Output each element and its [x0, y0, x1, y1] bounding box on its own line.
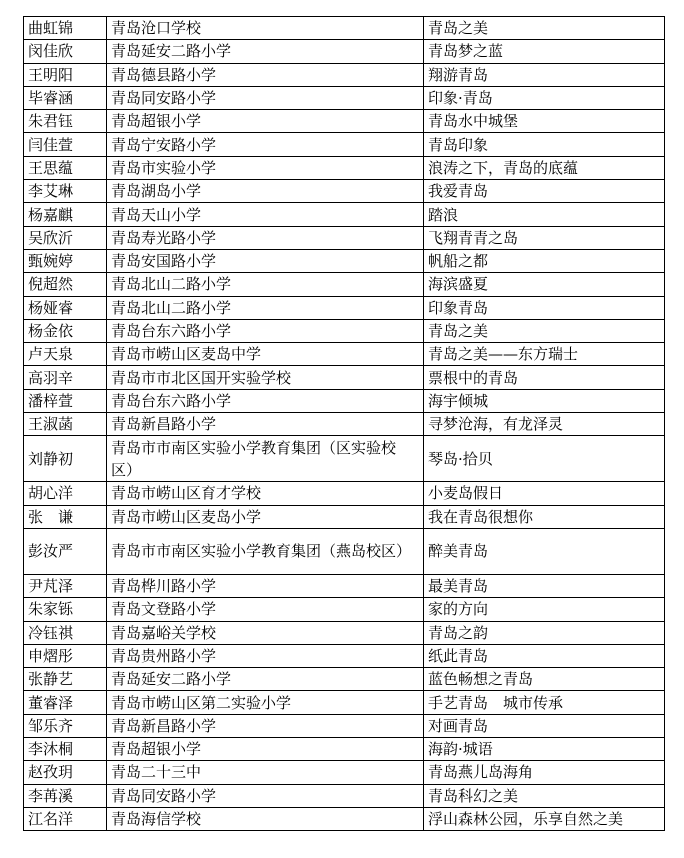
school-cell: 青岛海信学校: [107, 807, 424, 830]
student-name-cell: 胡心洋: [24, 482, 107, 505]
student-name-cell: 李沐桐: [24, 738, 107, 761]
artwork-title-cell: 纸此青岛: [424, 644, 665, 667]
table-row: [24, 482, 665, 505]
student-name-cell: 潘梓萱: [24, 389, 107, 412]
student-name-cell: 尹芃泽: [24, 574, 107, 597]
school-cell: 青岛宁安路小学: [107, 133, 424, 156]
student-name-cell: 卢天泉: [24, 343, 107, 366]
table-row: [24, 574, 665, 597]
artwork-title-cell: 印象·青岛: [424, 86, 665, 109]
table-row: [24, 319, 665, 342]
artwork-title-cell: 对画青岛: [424, 714, 665, 737]
table-row: [24, 343, 665, 366]
student-name-cell: 朱君钰: [24, 110, 107, 133]
artwork-title-cell: 浪涛之下，青岛的底蕴: [424, 156, 665, 179]
table-row: [24, 249, 665, 272]
school-cell: 青岛市实验小学: [107, 156, 424, 179]
school-cell: 青岛同安路小学: [107, 86, 424, 109]
school-cell: 青岛市崂山区麦岛中学: [107, 343, 424, 366]
artwork-title-cell: 手艺青岛 城市传承: [424, 691, 665, 714]
artwork-title-cell: 青岛之美——东方瑞士: [424, 343, 665, 366]
table-row: [24, 63, 665, 86]
artwork-title-cell: 青岛科幻之美: [424, 784, 665, 807]
artwork-title-cell: 青岛印象: [424, 133, 665, 156]
award-list-table: [23, 16, 665, 831]
school-cell: 青岛贵州路小学: [107, 644, 424, 667]
table-row: [24, 738, 665, 761]
artwork-title-cell: 青岛之美: [424, 17, 665, 40]
school-cell: 青岛文登路小学: [107, 598, 424, 621]
student-name-cell: 王思蕴: [24, 156, 107, 179]
school-cell: 青岛湖岛小学: [107, 180, 424, 203]
table-row: [24, 505, 665, 528]
student-name-cell: 彭汝严: [24, 528, 107, 574]
table-row: [24, 226, 665, 249]
table-row: [24, 691, 665, 714]
school-cell: 青岛市市南区实验小学教育集团（燕岛校区）: [107, 528, 424, 574]
student-name-cell: 王明阳: [24, 63, 107, 86]
school-cell: 青岛沧口学校: [107, 17, 424, 40]
table-row: [24, 598, 665, 621]
school-cell: 青岛二十三中: [107, 761, 424, 784]
student-name-cell: 赵孜玥: [24, 761, 107, 784]
table-row: [24, 761, 665, 784]
table-row: [24, 40, 665, 63]
school-cell: 青岛新昌路小学: [107, 714, 424, 737]
student-name-cell: 闵佳欣: [24, 40, 107, 63]
student-name-cell: 倪超然: [24, 273, 107, 296]
artwork-title-cell: 我爱青岛: [424, 180, 665, 203]
school-cell: 青岛北山二路小学: [107, 273, 424, 296]
table-row: [24, 784, 665, 807]
student-name-cell: 江名洋: [24, 807, 107, 830]
student-name-cell: 邹乐齐: [24, 714, 107, 737]
artwork-title-cell: 浮山森林公园，乐享自然之美: [424, 807, 665, 830]
student-name-cell: 吴欣沂: [24, 226, 107, 249]
student-name-cell: 李苒溪: [24, 784, 107, 807]
artwork-title-cell: 青岛之美: [424, 319, 665, 342]
school-cell: 青岛同安路小学: [107, 784, 424, 807]
table-row: [24, 156, 665, 179]
artwork-title-cell: 蓝色畅想之青岛: [424, 668, 665, 691]
school-cell: 青岛市崂山区育才学校: [107, 482, 424, 505]
school-cell: 青岛台东六路小学: [107, 389, 424, 412]
table-row: [24, 528, 665, 574]
artwork-title-cell: 踏浪: [424, 203, 665, 226]
table-row: [24, 807, 665, 830]
artwork-title-cell: 青岛之韵: [424, 621, 665, 644]
student-name-cell: 甄婉婷: [24, 249, 107, 272]
table-row: [24, 133, 665, 156]
student-name-cell: 申熠彤: [24, 644, 107, 667]
artwork-title-cell: 醉美青岛: [424, 528, 665, 574]
school-cell: 青岛桦川路小学: [107, 574, 424, 597]
table-body: [24, 17, 665, 831]
school-cell: 青岛市崂山区麦岛小学: [107, 505, 424, 528]
artwork-title-cell: 青岛梦之蓝: [424, 40, 665, 63]
table-row: [24, 273, 665, 296]
school-cell: 青岛嘉峪关学校: [107, 621, 424, 644]
student-name-cell: 闫佳萱: [24, 133, 107, 156]
student-name-cell: 毕睿涵: [24, 86, 107, 109]
table-row: [24, 203, 665, 226]
school-cell: 青岛超银小学: [107, 110, 424, 133]
artwork-title-cell: 青岛水中城堡: [424, 110, 665, 133]
artwork-title-cell: 家的方向: [424, 598, 665, 621]
table-row: [24, 366, 665, 389]
school-cell: 青岛天山小学: [107, 203, 424, 226]
school-cell: 青岛安国路小学: [107, 249, 424, 272]
artwork-title-cell: 小麦岛假日: [424, 482, 665, 505]
student-name-cell: 高羽辛: [24, 366, 107, 389]
student-name-cell: 杨娅睿: [24, 296, 107, 319]
table-row: [24, 436, 665, 482]
table-row: [24, 17, 665, 40]
student-name-cell: 李艾琳: [24, 180, 107, 203]
school-cell: 青岛新昌路小学: [107, 413, 424, 436]
artwork-title-cell: 青岛燕儿岛海角: [424, 761, 665, 784]
school-cell: 青岛延安二路小学: [107, 40, 424, 63]
artwork-title-cell: 翔游青岛: [424, 63, 665, 86]
school-cell: 青岛台东六路小学: [107, 319, 424, 342]
table-row: [24, 389, 665, 412]
artwork-title-cell: 最美青岛: [424, 574, 665, 597]
table-row: [24, 110, 665, 133]
table-row: [24, 86, 665, 109]
artwork-title-cell: 飞翔青青之岛: [424, 226, 665, 249]
student-name-cell: 曲虹锦: [24, 17, 107, 40]
table-row: [24, 180, 665, 203]
student-name-cell: 王淑菡: [24, 413, 107, 436]
student-name-cell: 董睿泽: [24, 691, 107, 714]
artwork-title-cell: 琴岛·拾贝: [424, 436, 665, 482]
artwork-title-cell: 印象青岛: [424, 296, 665, 319]
student-name-cell: 杨嘉麒: [24, 203, 107, 226]
table-row: [24, 296, 665, 319]
school-cell: 青岛市崂山区第二实验小学: [107, 691, 424, 714]
artwork-title-cell: 寻梦沧海，有龙泽灵: [424, 413, 665, 436]
artwork-title-cell: 票根中的青岛: [424, 366, 665, 389]
table-row: [24, 714, 665, 737]
school-cell: 青岛北山二路小学: [107, 296, 424, 319]
school-cell: 青岛延安二路小学: [107, 668, 424, 691]
table-row: [24, 668, 665, 691]
student-name-cell: 杨金依: [24, 319, 107, 342]
school-cell: 青岛市市南区实验小学教育集团（区实验校区）: [107, 436, 424, 482]
school-cell: 青岛市市北区国开实验学校: [107, 366, 424, 389]
artwork-title-cell: 海韵·城语: [424, 738, 665, 761]
table-row: [24, 413, 665, 436]
table-row: [24, 644, 665, 667]
student-name-cell: 刘静初: [24, 436, 107, 482]
artwork-title-cell: 我在青岛很想你: [424, 505, 665, 528]
artwork-title-cell: 海宇倾城: [424, 389, 665, 412]
school-cell: 青岛德县路小学: [107, 63, 424, 86]
school-cell: 青岛超银小学: [107, 738, 424, 761]
artwork-title-cell: 海滨盛夏: [424, 273, 665, 296]
student-name-cell: 张静艺: [24, 668, 107, 691]
student-name-cell: 冷钰祺: [24, 621, 107, 644]
student-name-cell: 朱家铄: [24, 598, 107, 621]
student-name-cell: 张 谦: [24, 505, 107, 528]
artwork-title-cell: 帆船之都: [424, 249, 665, 272]
table-row: [24, 621, 665, 644]
school-cell: 青岛寿光路小学: [107, 226, 424, 249]
